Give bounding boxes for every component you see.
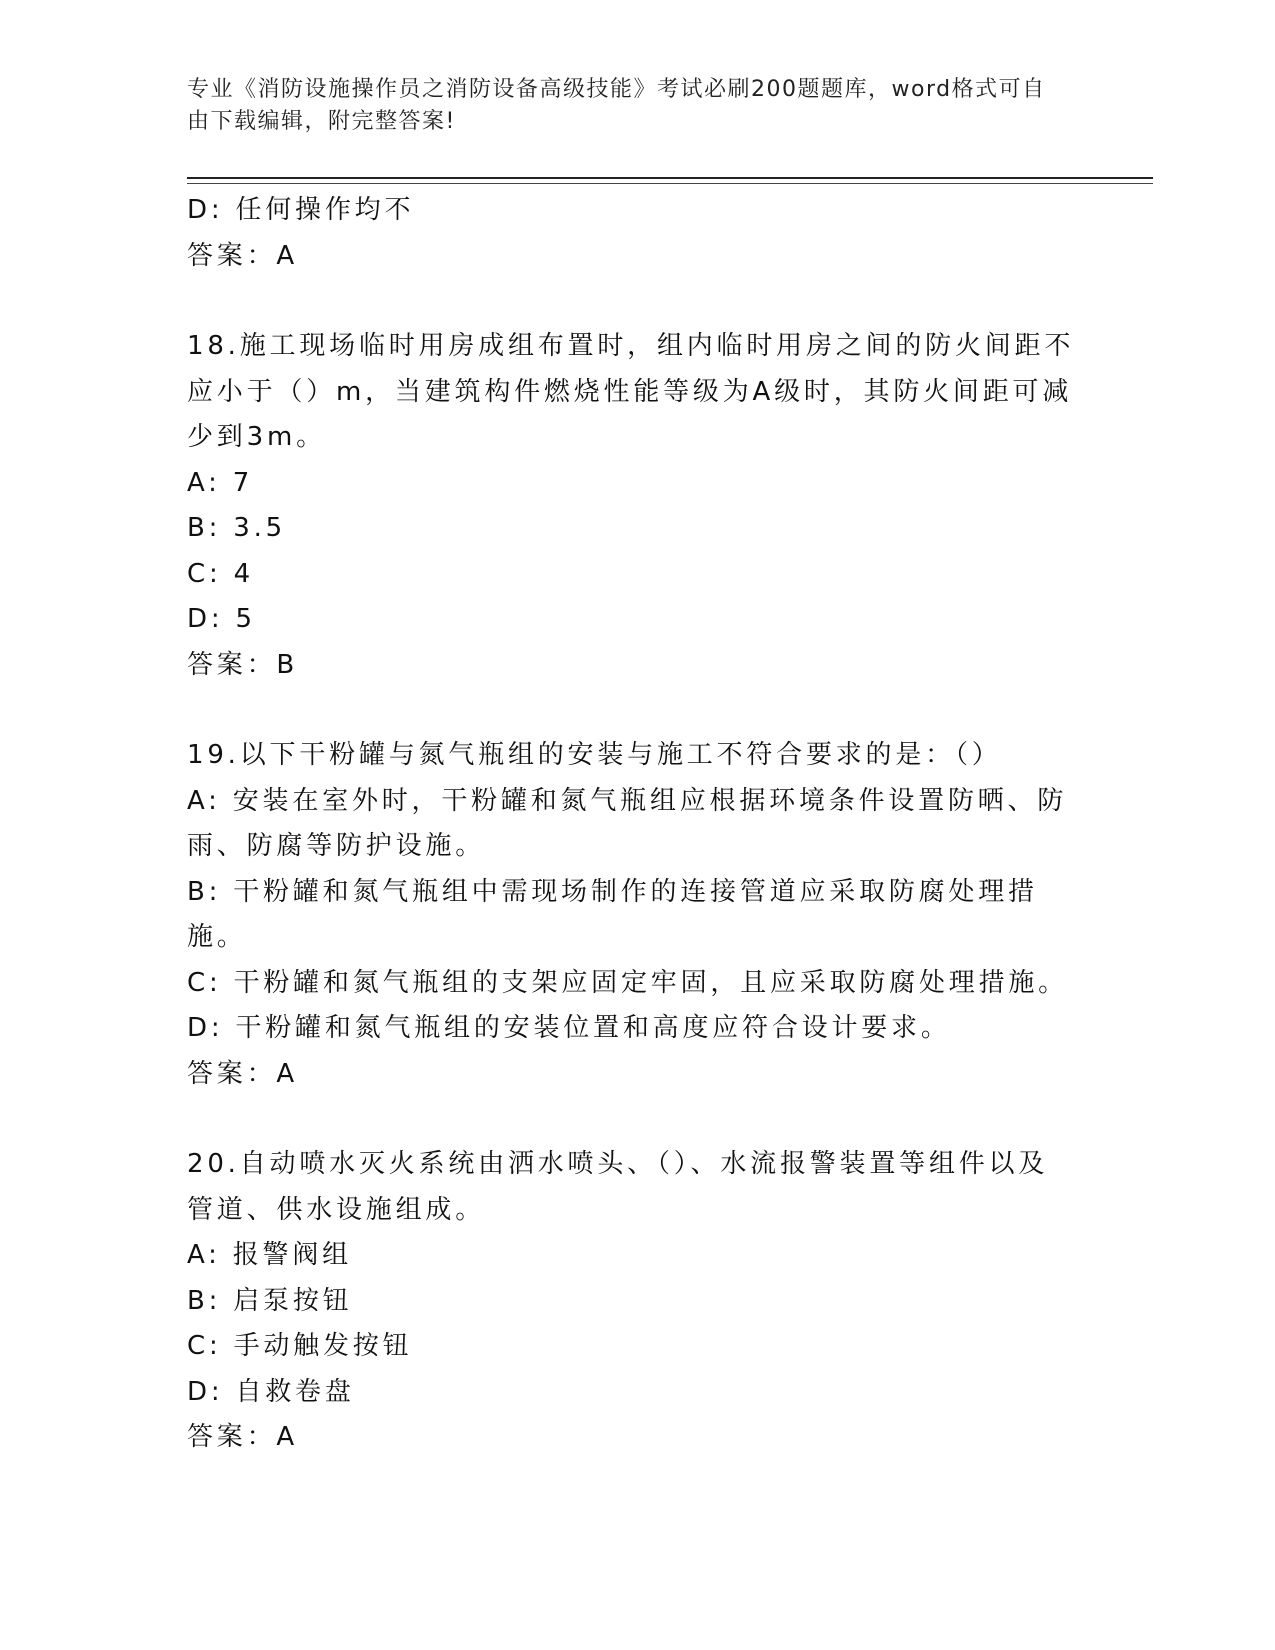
option-b: B: 3.5 [187,513,287,543]
option-d: D: 自救卷盘 [187,1376,355,1407]
page-header: 专业《消防设施操作员之消防设备高级技能》考试必刷200题题库，word格式可自由下载编辑，附完整答案! [187,77,1046,134]
question-20 [187,1142,1077,1461]
option-c: C: 4 [187,558,254,589]
option-a: A: 7 [187,467,254,498]
spacer [187,688,1077,733]
question-19 [187,733,1077,1097]
answer: 答案：B [187,649,299,680]
option-c: C: 干粉罐和氮气瓶组的支架应固定牢固，且应采取防腐处理措施。 [187,967,1068,998]
answer: 答案：A [187,1058,298,1089]
option-d: D: 干粉罐和氮气瓶组的安装位置和高度应符合设计要求。 [187,1013,951,1043]
option-a: A: 报警阀组 [187,1240,352,1270]
question-text: 20.自动喷水灭火系统由洒水喷头、（）、水流报警装置等组件以及管道、供水设施组成。 [187,1149,1049,1225]
option-b: B: 干粉罐和氮气瓶组中需现场制作的连接管道应采取防腐处理措施。 [187,876,1038,952]
answer: 答案：A [187,1422,298,1452]
header-rule-thin [187,183,1153,184]
option-d: D: 任何操作均不 [187,195,415,225]
spacer [187,1097,1077,1142]
question-18 [187,324,1077,688]
spacer [187,279,1077,324]
header-rule-thick [187,177,1153,179]
option-c: C: 手动触发按钮 [187,1331,413,1361]
document-body [187,188,1077,1461]
option-b: B: 启泵按钮 [187,1285,353,1316]
question-text: 19.以下干粉罐与氮气瓶组的安装与施工不符合要求的是：（） [187,740,1002,770]
option-d: D: 5 [187,604,256,634]
question-text: 18.施工现场临时用房成组布置时，组内临时用房之间的防火间距不应小于（）m，当建筑构件燃烧性能等级为A级时，其防火间距可减少到3m。 [187,331,1075,452]
option-a: A: 安装在室外时，干粉罐和氮气瓶组应根据环境条件设置防晒、防雨、防腐等防护设施。 [187,785,1068,861]
answer: 答案：A [187,240,298,271]
